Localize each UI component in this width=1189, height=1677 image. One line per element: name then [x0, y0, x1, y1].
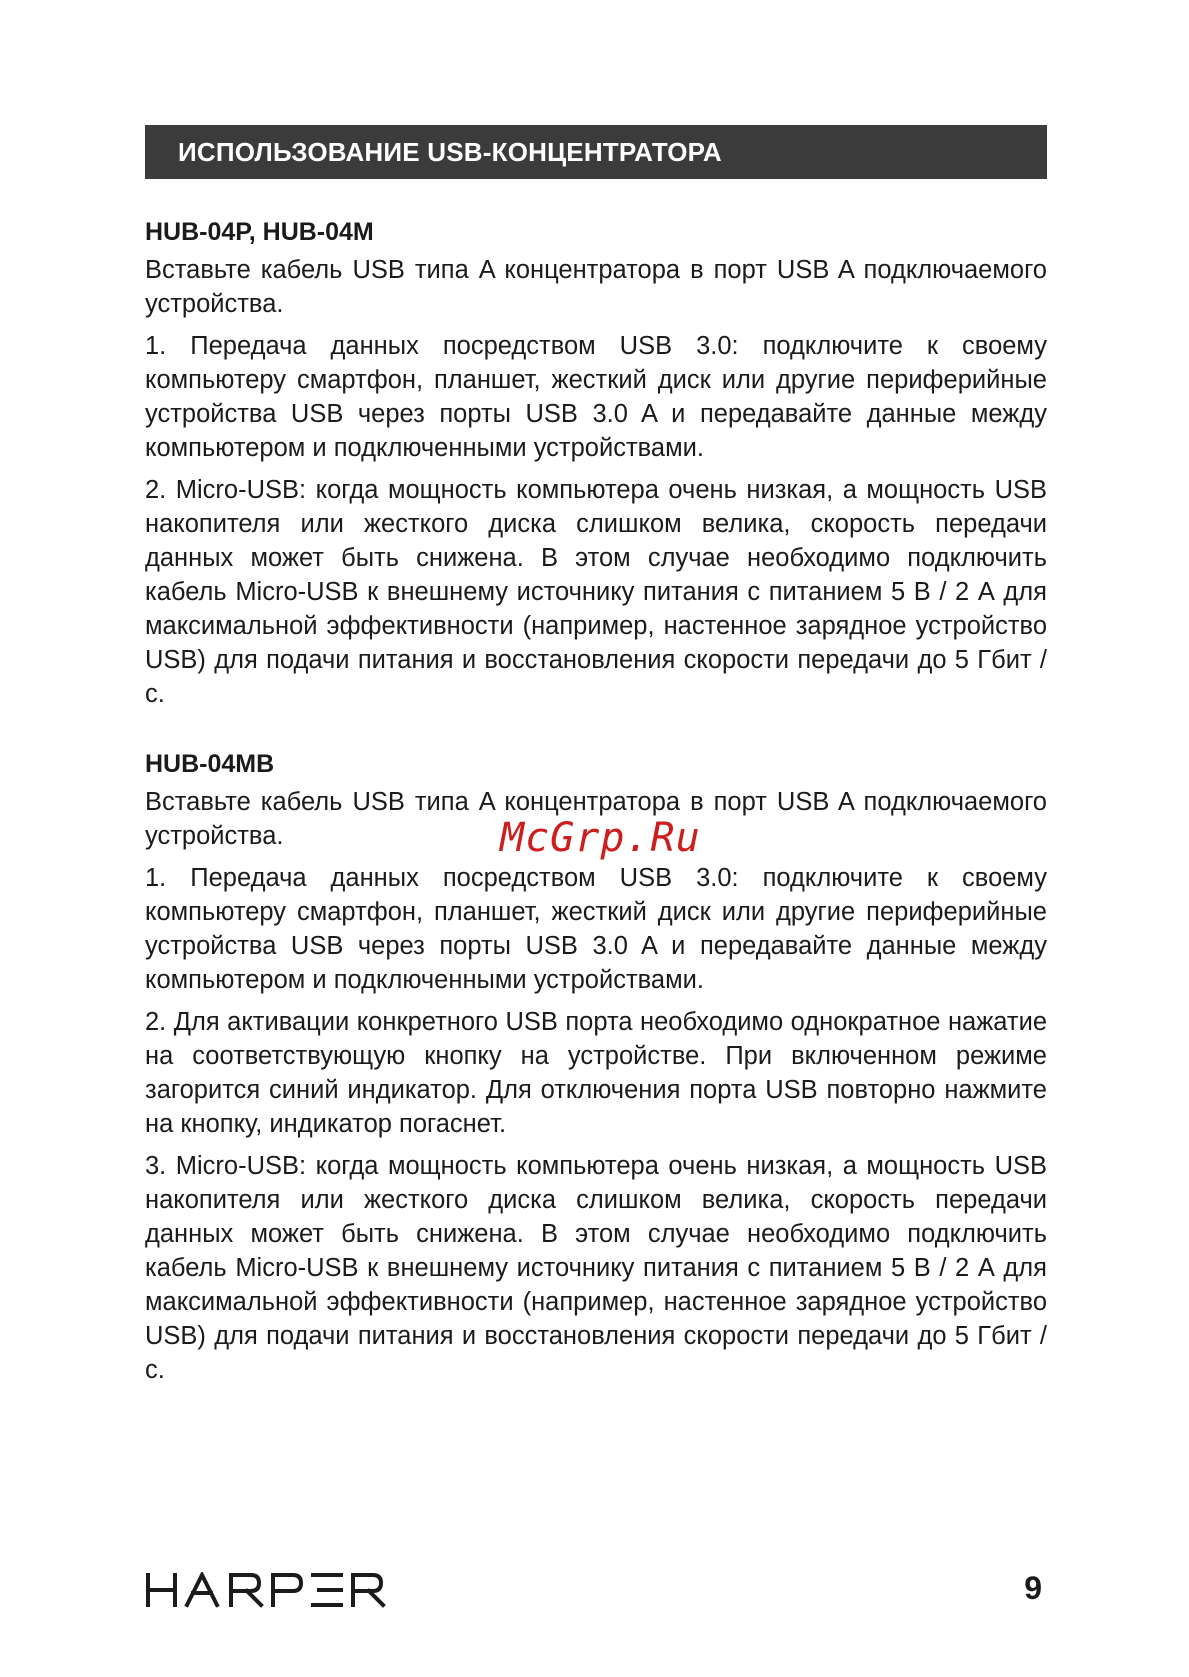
model-heading-hub-04mb: HUB-04MB	[145, 750, 275, 778]
watermark: McGrp.Ru	[500, 815, 701, 861]
paragraph: Вставьте кабель USB типа A концентратора в порт USB A подключаемого устройства.	[145, 256, 1047, 318]
banner-title: ИСПОЛЬЗОВАНИЕ USB-КОНЦЕНТРАТОРА	[178, 136, 722, 167]
paragraph: 1. Передача данных посредством USB 3.0: подключите к своему компьютеру смартфон, планшет, жесткий диск или другие периферийные устройства USB через порты USB 3.0 A и передавайте данные между компьютером и подключенными устройствами.	[145, 332, 1047, 462]
section-banner	[145, 125, 1047, 179]
model-heading-hub-04p-04m: HUB-04P, HUB-04M	[145, 218, 374, 246]
paragraph: 3. Micro-USB: когда мощность компьютера очень низкая, а мощность USB накопителя или жесткого диска слишком велика, скорость передачи данных может быть снижена. В этом случае необходимо подключить кабель Micro-USB к внешнему источнику питания с питанием 5 В / 2 А для максимальной эффективности (например, настенное зарядное устройство USB) для подачи питания и восстановления скорости передачи до 5 Гбит / с.	[145, 1152, 1047, 1384]
paragraph: Вставьте кабель USB типа A концентратора в порт USB A подключаемого устройства.	[145, 788, 1047, 850]
harper-logo	[145, 1572, 390, 1608]
page-number: 9	[1024, 1570, 1042, 1606]
manual-page	[145, 125, 1047, 1387]
paragraph: 1. Передача данных посредством USB 3.0: подключите к своему компьютеру смартфон, планшет, жесткий диск или другие периферийные устройства USB через порты USB 3.0 A и передавайте данные между компьютером и подключенными устройствами.	[145, 864, 1047, 994]
paragraph: 2. Micro-USB: когда мощность компьютера очень низкая, а мощность USB накопителя или жесткого диска слишком велика, скорость передачи данных может быть снижена. В этом случае необходимо подключить кабель Micro-USB к внешнему источнику питания с питанием 5 В / 2 А для максимальной эффективности (например, настенное зарядное устройство USB) для подачи питания и восстановления скорости передачи до 5 Гбит / с.	[145, 476, 1047, 708]
paragraph: 2. Для активации конкретного USB порта необходимо однократное нажатие на соответствующую кнопку на устройстве. При включенном режиме загорится синий индикатор. Для отключения порта USB повторно нажмите на кнопку, индикатор погаснет.	[145, 1008, 1047, 1138]
